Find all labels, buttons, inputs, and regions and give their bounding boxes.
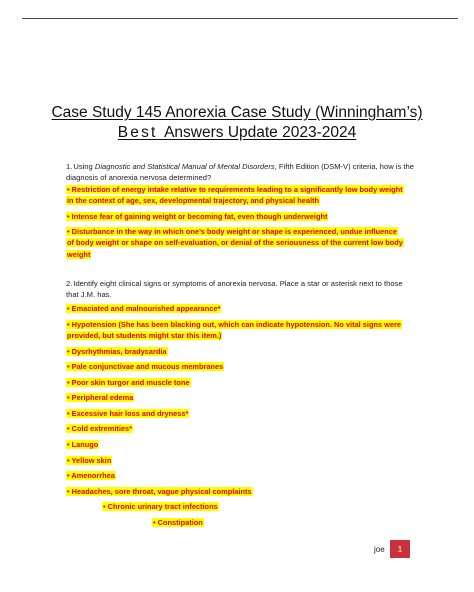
subtitle-best: Best xyxy=(117,124,165,141)
answer-2-4: • Pale conjunctivae and mucous membranes xyxy=(67,362,224,371)
document-title: Case Study 145 Anorexia Case Study (Winningham’s) xyxy=(51,104,423,121)
question-1 xyxy=(66,161,416,183)
answer-2-6: • Peripheral edema xyxy=(67,393,134,402)
question-1-text-a: Using xyxy=(73,162,95,171)
header-rule xyxy=(22,18,458,19)
answer-2-10: • Yellow skin xyxy=(67,456,112,465)
question-1-text-b: , Fifth Edition (DSM-V) criteria, how is the diagnosis of anorexia nervosa determined? xyxy=(66,162,414,182)
answer-1-2: • Intense fear of gaining weight or becoming fat, even though underweight xyxy=(67,212,328,221)
answer-2-5: • Poor skin turgor and muscle tone xyxy=(67,378,190,387)
answer-2-8: • Cold extremities* xyxy=(67,424,133,433)
question-1-italic: Diagnostic and Statistical Manual of Mental Disorders xyxy=(94,162,275,171)
question-2-text: Identify eight clinical signs or symptoms of anorexia nervosa. Place a star or asterisk next to those that J.M. has. xyxy=(66,279,403,299)
answer-2-7: • Excessive hair loss and dryness* xyxy=(67,409,189,418)
answer-2-13: • Chronic urinary tract infections xyxy=(103,502,218,511)
answer-2-9: • Lanugo xyxy=(67,440,99,449)
answer-1-3: • Disturbance in the way in which one’s body weight or shape is experienced, undue influence of body weight or shape on self-evaluation, or denial of the seriousness of the current low body weight xyxy=(67,227,403,259)
answer-2-3: • Dysrhythmias, bradycardia xyxy=(67,347,167,356)
answer-2-12: • Headaches, sore throat, vague physical complaints xyxy=(67,487,252,496)
question-2-number: 2. xyxy=(66,279,73,288)
answer-2-14: • Constipation xyxy=(153,518,203,527)
answer-2-11: • Amenorrhea xyxy=(67,471,115,480)
answer-2-2: • Hypotension (She has been blacking out, which can indicate hypotension. No vital signs were provided, but students might star this item.) xyxy=(67,320,401,341)
footer-author: joe xyxy=(374,545,385,554)
answer-2-1: • Emaciated and malnourished appearance* xyxy=(67,304,221,313)
question-2 xyxy=(66,278,416,300)
page-number-badge: 1 xyxy=(390,540,410,558)
question-1-number: 1. xyxy=(66,162,73,171)
document-subtitle xyxy=(0,124,474,142)
subtitle-rest: Answers Update 2023-2024 xyxy=(164,124,357,141)
answer-1-1: • Restriction of energy intake relative to requirements leading to a significantly low body weight in the context of age, sex, developmental trajectory, and physical health xyxy=(67,185,403,206)
